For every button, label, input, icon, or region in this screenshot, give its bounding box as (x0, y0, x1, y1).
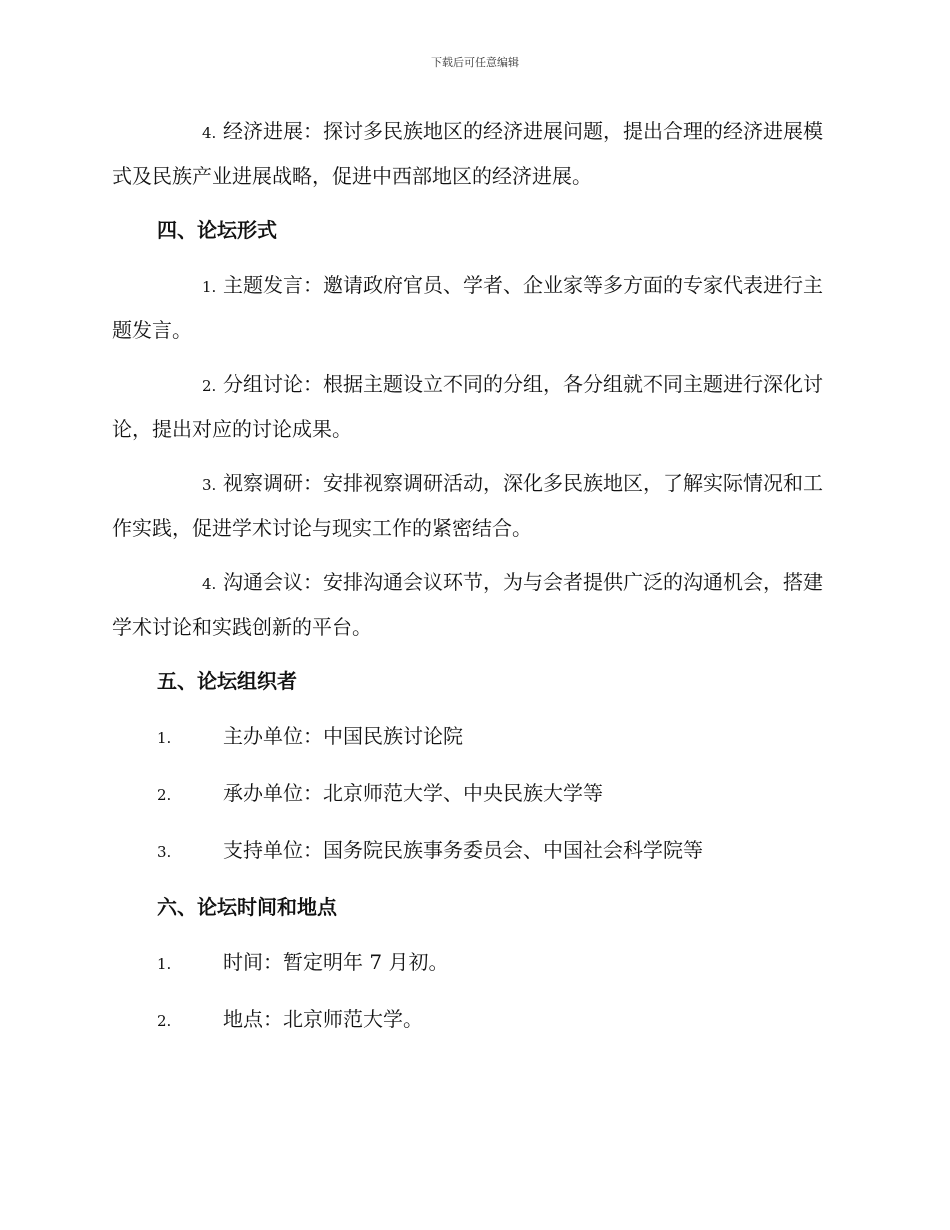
section-heading-organizers: 五、论坛组织者 (157, 669, 297, 693)
item-number: 1. (157, 955, 172, 973)
item-text: 经济进展：探讨多民族地区的经济进展问题，提出合理的经济进展模式及民族产业进展战略，促进中西部地区的经济进展。 (112, 119, 823, 188)
item-text: 承办单位：北京师范大学、中央民族大学等 (223, 781, 603, 805)
section-heading-forum-format: 四、论坛形式 (157, 218, 277, 242)
item-number: 2. (157, 786, 172, 804)
list-item (112, 829, 834, 874)
item-text: 主办单位：中国民族讨论院 (223, 724, 463, 748)
item-text: 沟通会议：安排沟通会议环节，为与会者提供广泛的沟通机会，搭建学术讨论和实践创新的平台。 (112, 570, 823, 639)
item-text: 地点：北京师范大学。 (223, 1007, 423, 1031)
item-text: 视察调研：安排视察调研活动，深化多民族地区，了解实际情况和工作实践，促进学术讨论与现实工作的紧密结合。 (112, 471, 823, 540)
list-item (112, 772, 834, 817)
list-item (112, 561, 834, 649)
list-item (112, 363, 834, 451)
page-header: 下载后可任意编辑 (431, 56, 519, 69)
document-body (112, 110, 834, 1055)
item-number: 3. (202, 476, 217, 494)
list-item (112, 264, 834, 352)
item-number: 2. (202, 377, 217, 395)
item-number: 3. (157, 843, 172, 861)
list-item (112, 715, 834, 760)
econ-paragraph (112, 110, 834, 198)
list-item (112, 998, 834, 1043)
item-number: 4. (202, 575, 217, 593)
list-item (112, 941, 834, 986)
item-number: 1. (202, 278, 217, 296)
item-number: 1. (157, 729, 172, 747)
item-text: 主题发言：邀请政府官员、学者、企业家等多方面的专家代表进行主题发言。 (112, 273, 823, 342)
item-text: 时间：暂定明年 7 月初。 (223, 950, 449, 974)
item-text: 分组讨论：根据主题设立不同的分组，各分组就不同主题进行深化讨论，提出对应的讨论成果。 (112, 372, 823, 441)
item-number: 2. (157, 1012, 172, 1030)
item-text: 支持单位：国务院民族事务委员会、中国社会科学院等 (223, 838, 703, 862)
list-item (112, 462, 834, 550)
section-heading-time-location: 六、论坛时间和地点 (157, 895, 337, 919)
item-number: 4. (202, 124, 217, 142)
